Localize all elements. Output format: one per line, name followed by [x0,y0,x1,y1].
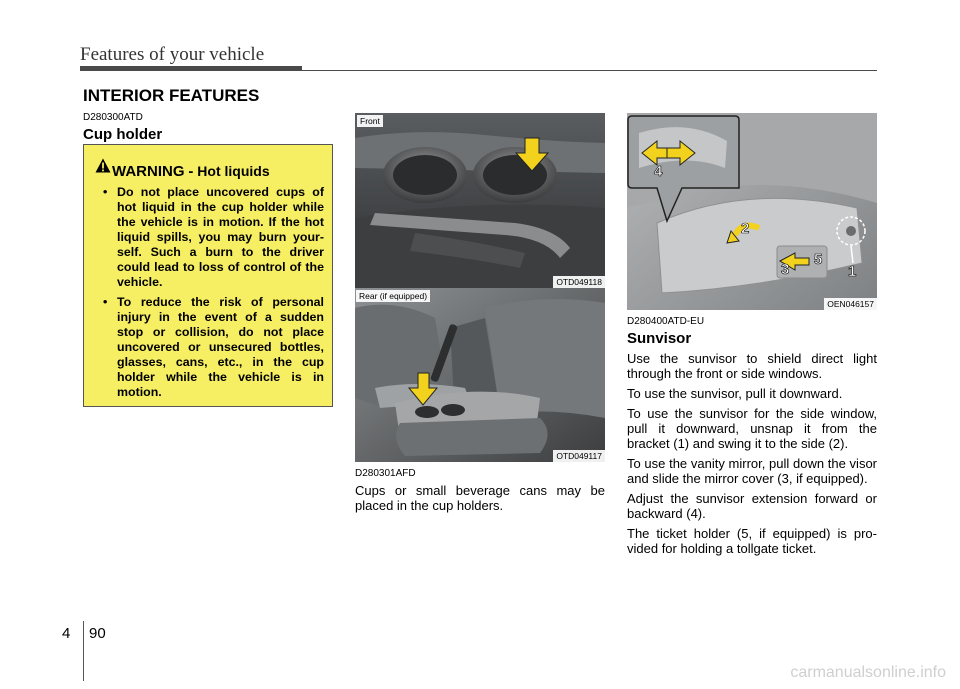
warning-heading [112,163,270,180]
cup-holder-code: D280300ATD [83,112,143,123]
sunvisor-paragraph: To use the sunvisor for the side window, pull it downward, unsnap it from the bracket (1) and swing it to the side (2). [627,406,877,451]
watermark[interactable]: carmanualsonline.info [790,664,946,681]
page-number: 90 [89,625,106,642]
section-title: INTERIOR FEATURES [83,86,260,105]
cup-holder-text: Cups or small beverage cans may be placed in the cup holders. [355,483,605,513]
footer-rule [83,621,84,681]
warning-icon [95,158,111,173]
sunvisor-code: D280400ATD-EU [627,316,705,327]
sunvisor-body [627,351,877,561]
chapter-number: 4 [62,625,71,642]
sunvisor-paragraph: Adjust the sunvisor extension forward or backward (4). [627,491,877,521]
warning-subject: Hot liquids [197,163,270,179]
callout-4: 4 [654,163,663,180]
cup-holder-sub-code: D280301AFD [355,468,416,479]
figure-code-rear: OTD049117 [553,450,605,462]
warning-label: WARNING [112,163,185,180]
sunvisor-paragraph: Use the sunvisor to shield direct light through the front or side windows. [627,351,877,381]
callout-1: 1 [848,263,857,280]
warning-dash: - [188,163,194,180]
running-header: Features of your vehicle [80,44,265,65]
callout-5: 5 [814,251,823,268]
warning-box [83,144,333,407]
warning-item: • To reduce the risk of personal injury in the event of a sudden stop or collision, do not place uncovered or unsecured bottles, glasses, cans, etc., in the cup holder while the vehicle is in motion. [102,295,324,400]
sunvisor-paragraph: The ticket holder (5, if equipped) is pro-vided for holding a tollgate ticket. [627,526,877,556]
warning-list [102,185,324,405]
front-cup-holder-figure [355,113,605,288]
sunvisor-figure [627,113,877,310]
warning-item: • Do not place uncovered cups of hot liquid in the cup holder while the vehicle is in motion. If the hot liquid spills, you may burn your-self. Such a burn to the driver could lead to loss of control of the vehicle. [102,185,324,290]
figure-label-front: Front [357,115,383,127]
figure-label-rear: Rear (if equipped) [356,290,430,302]
cup-holder-title: Cup holder [83,126,163,143]
sunvisor-paragraph: To use the sunvisor, pull it downward. [627,386,843,401]
callout-3: 3 [781,261,790,278]
sunvisor-title: Sunvisor [627,330,692,347]
sunvisor-paragraph: To use the vanity mirror, pull down the visor and slide the mirror cover (3, if equipped). [627,456,877,486]
figure-code-front: OTD049118 [553,276,605,288]
callout-2: 2 [741,220,750,237]
figure-code-sunvisor: OEN046157 [824,298,877,310]
rear-cup-holder-figure [355,288,605,462]
header-rule [80,70,877,71]
